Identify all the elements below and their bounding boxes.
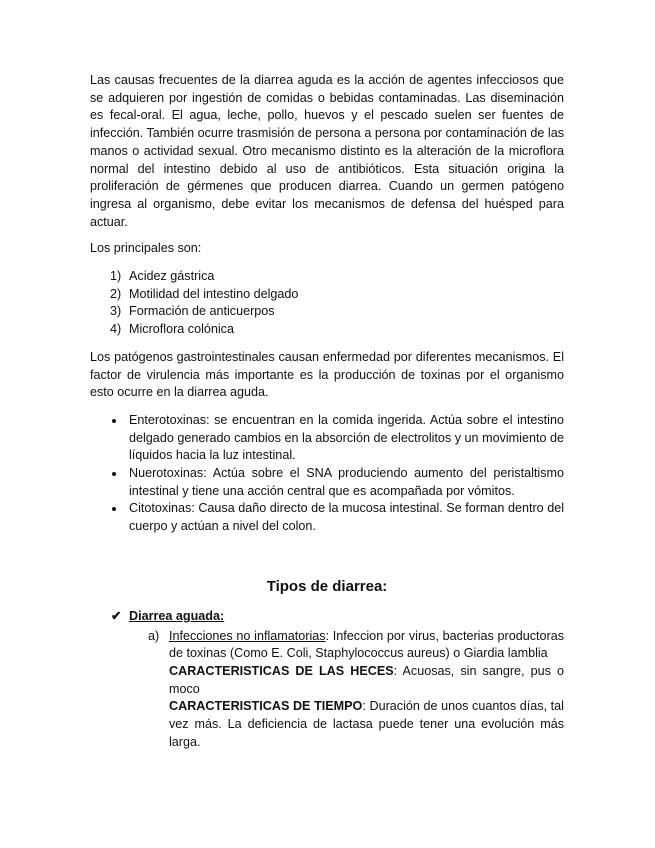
defenses-list [90,268,564,339]
list-number: 3) [110,304,122,319]
list-text: Microflora colónica [129,322,234,337]
list-item [90,465,564,500]
toxin-text: Enterotoxinas: se encuentran en la comida ingerida. Actúa sobre el intestino delgado generado cambios en la absorción de electrolitos y un movimiento de líquidos hacia la luz intestinal. [129,412,564,463]
list-text: Formación de anticuerpos [129,304,275,319]
list-text: Acidez gástrica [129,269,215,284]
item-a-text: : Infeccion por virus, bacterias productoras de toxinas (Como E. Coli, Staphylococcus aureus) o Giardia lamblia [169,628,564,661]
item-a [148,628,564,752]
intro-paragraph: Las causas frecuentes de la diarrea aguda es la acción de agentes infecciosos que se adquieren por ingestión de comidas o bebidas contaminadas. Las diseminación es fecal-oral. El agua, leche, pollo, huevos y el pescado suelen ser fuentes de infección. También ocurre trasmisión de persona a persona por contaminación de las manos o actividad sexual. Otro mecanismo distinto es la alteración de la microflora normal del intestino debido al uso de antibióticos. Esta situación origina la proliferación de gérmenes que producen diarrea. Cuando un germen patógeno ingresa al organismo, debe evitar los mecanismos de defensa del huésped para actuar. [90,73,564,229]
toxin-text: Nuerotoxinas: Actúa sobre el SNA produciendo aumento del peristaltismo intestinal y tiene una acción central que es acompañada por vómitos. [129,466,564,498]
toxins-list [90,412,564,536]
list-item [90,303,564,321]
pathogens-paragraph: Los patógenos gastrointestinales causan enfermedad por diferentes mecanismos. El factor de virulencia más importante es la producción de toxinas por el organismo esto ocurre en la diarrea aguda. [90,349,564,400]
list-item [90,286,564,304]
list-number: 2) [110,286,122,301]
bullet-icon [112,507,116,511]
list-text: Motilidad del intestino delgado [129,286,299,301]
bullet-icon [112,419,116,423]
tiempo-characteristics [169,698,564,751]
list-item [90,268,564,286]
list-item [90,412,564,465]
list-number: 4) [110,322,122,337]
check-label: Diarrea aguada: [129,608,225,623]
list-item [90,321,564,339]
principales-label: Los principales son: [90,241,202,256]
item-a-title: Infecciones no inflamatorias [169,628,326,643]
heces-text: : Acuosas, sin sangre, pus o moco [169,663,564,696]
list-number: 1) [110,269,122,284]
diarrea-aguada-heading [90,608,564,626]
checkmark-icon: ✔ [111,608,122,623]
tiempo-text: : Duración de unos cuantos días, tal vez más. La deficiencia de lactasa puede tener una evolución más larga. [169,699,564,749]
section-title: Tipos de diarrea: [266,577,388,595]
document-page [90,72,564,752]
heces-characteristics [169,663,564,698]
item-a-description [169,628,564,663]
item-letter: a) [148,628,160,643]
toxin-text: Citotoxinas: Causa daño directo de la mucosa intestinal. Se forman dentro del cuerpo y actúan a nivel del colon. [129,501,564,534]
tiempo-label: CARACTERISTICAS DE TIEMPO [169,699,363,714]
bullet-icon [112,472,116,476]
list-item [90,500,564,535]
heces-label: CARACTERISTICAS DE LAS HECES [169,663,394,678]
